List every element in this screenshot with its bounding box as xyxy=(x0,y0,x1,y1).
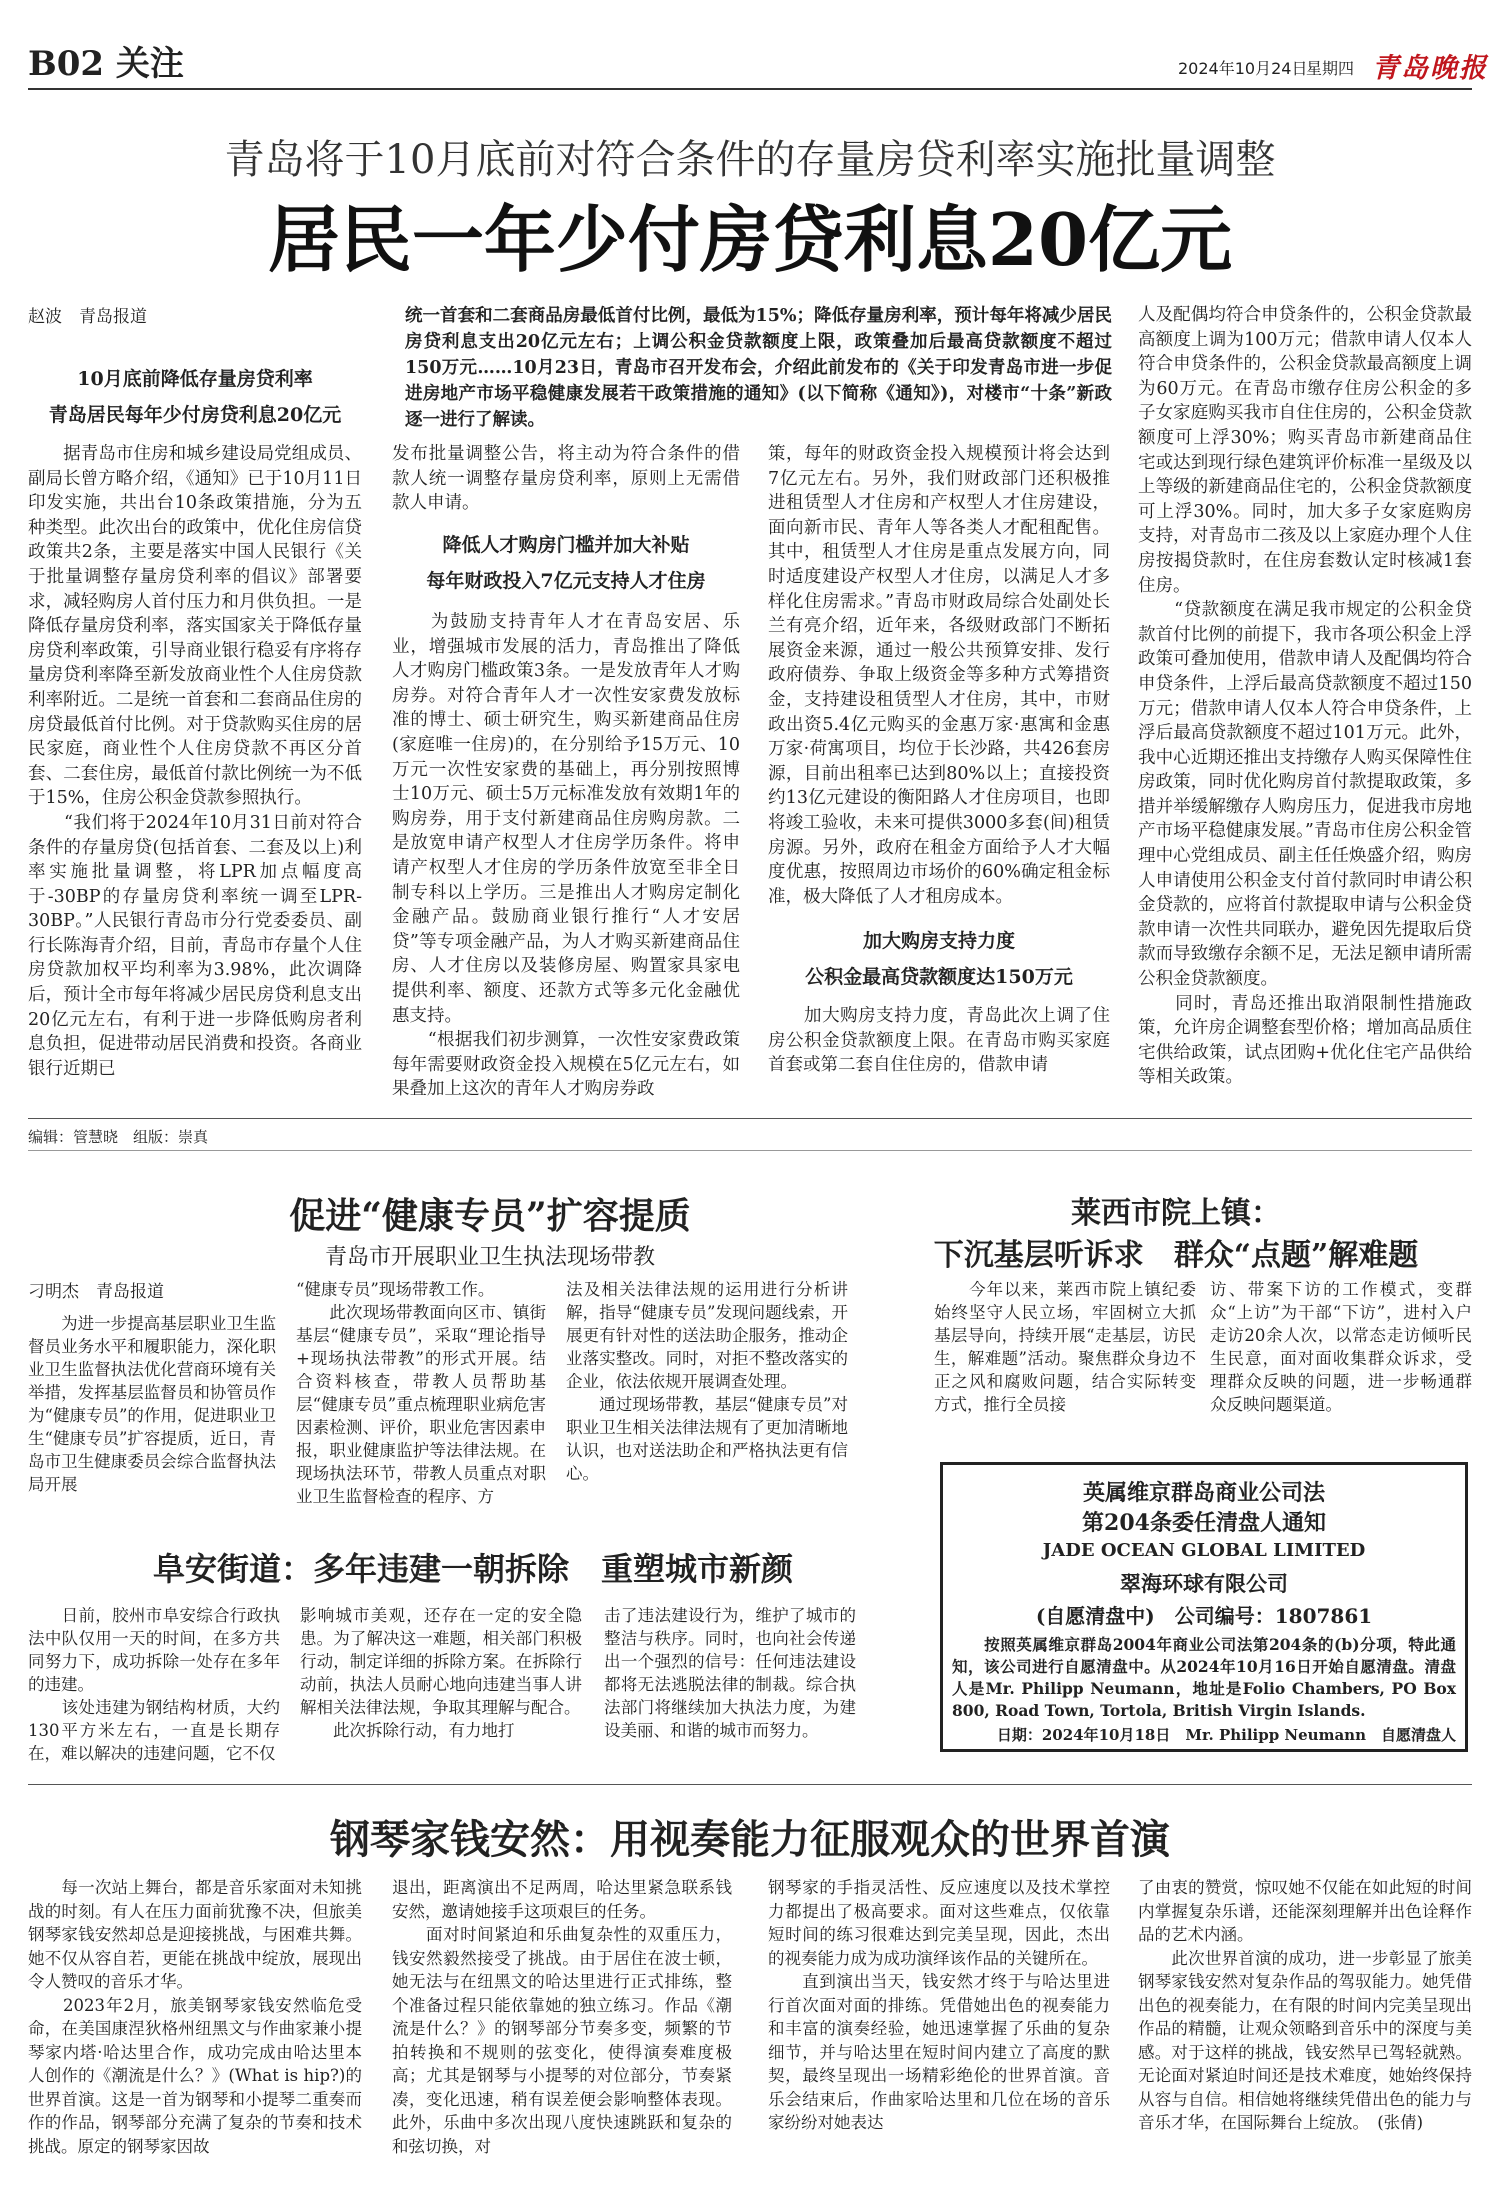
story1-subhead-3a: 加大购房支持力度 xyxy=(862,930,1015,952)
story2-byline: 刁明杰 青岛报道 xyxy=(28,1282,164,1302)
notice-body: 按照英属维京群岛2004年商业公司法第204条的(b)分项，特此通知，该公司进行自愿清盘中。从2024年10月16日开始自愿清盘。清盘人是Mr. Philipp Neumann，地址是Folio Chambers, PO Box 800, Road Town, Tortola, British Virgin Islands. xyxy=(952,1635,1456,1720)
story3-column-2: 访、带案下访的工作模式，变群众“上访”为干部“下访”，进村入户走访20余人次，以常态走访倾听民生民意，面对面收集群众诉求，受理群众反映的问题，进一步畅通群众反映问题渠道。 xyxy=(1210,1280,1472,1414)
story4-column-3: 击了违法建设行为，维护了城市的整洁与秩序。同时，也向社会传递出一个强烈的信号：任何违法建设都将无法逃脱法律的制裁。综合执法部门将继续加大执法力度，为建设美丽、和谐的城市而努力。 xyxy=(604,1606,856,1740)
story5-column-4: 了由衷的赞赏，惊叹她不仅能在如此短的时间内掌握复杂乐谱，还能深刻理解并出色诠释作品的艺术内涵。 此次世界首演的成功，进一步彰显了旅美钢琴家钱安然对复杂作品的驾驭能力。她凭借出色的视奏能力，在有限的时间内完美呈现出作品的精髓，让观众领略到音乐中的深度与美感。对于这样的挑战，钱安然早已驾轻就熟。无论面对紧迫时间还是技术难度，她始终保持从容与自信。相信她将继续凭借出色的能力与音乐才华，在国际舞台上绽放。 (张倩) xyxy=(1138,1878,1472,2132)
story1-subhead-a: 10月底前降低存量房贷利率 xyxy=(77,368,313,390)
story1-subhead-b: 青岛居民每年少付房贷利息20亿元 xyxy=(48,404,342,426)
story1-headline: 居民一年少付房贷利息20亿元 xyxy=(267,197,1233,282)
story4-headline: 阜安街道：多年违建一朝拆除 重塑城市新颜 xyxy=(152,1550,793,1588)
story1-subhead-2a: 降低人才购房门槛并加大补贴 xyxy=(442,534,690,556)
story1-kicker: 青岛将于10月底前对符合条件的存量房贷利率实施批量调整 xyxy=(224,137,1276,183)
story1-column-1: 据青岛市住房和城乡建设局党组成员、副局长曾方略介绍，《通知》已于10月11日印发实施，共出台10条政策措施，分为五种类型。此次出台的政策中，优化住房信贷政策共2条，主要是落实中国人民银行《关于批量调整存量房贷利率的倡议》部署要求，减轻购房人首付压力和月供负担。一是降低存量房贷利率，落实国家关于降低存量房贷利率政策，引导商业银行稳妥有序将存量房贷利率降至新发放商业性个人住房贷款利率附近。二是统一首套和二套商品住房的房贷最低首付比例。对于贷款购买住房的居民家庭，商业性个人住房贷款不再区分首套、二套住房，最低首付款比例统一为不低于15%，住房公积金贷款参照执行。 “我们将于2024年10月31日前对符合条件的存量房贷(包括首套、二套及以上)利率实施批量调整，将LPR加点幅度高于-30BP的存量房贷利率统一调至LPR-30BP。”人民银行青岛市分行党委委员、副行长陈海青介绍，目前，青岛市存量个人住房贷款加权平均利率为3.98%，此次调降后，预计全市每年将减少居民房贷利息支出20亿元左右，有利于进一步降低购房者利息负担，促进带动居民消费和投资。各商业银行近期已 xyxy=(28,444,362,1079)
story1-subhead-3b: 公积金最高贷款额度达150万元 xyxy=(805,966,1073,988)
story2-subhead: 青岛市开展职业卫生执法现场带教 xyxy=(324,1245,655,1270)
editor-credit: 编辑：管慧晓 组版：崇真 xyxy=(28,1128,209,1146)
paper-logo: 青岛晚报 xyxy=(1372,53,1488,84)
notice-status: (自愿清盘中) 公司编号：1807861 xyxy=(1035,1604,1373,1628)
story3-headline-1: 莱西市院上镇： xyxy=(1071,1196,1281,1231)
notice-title-2: 第204条委任清盘人通知 xyxy=(1082,1510,1326,1536)
notice-company-cn: 翠海环球有限公司 xyxy=(1120,1571,1288,1596)
story1-column-2a: 发布批量调整公告，将主动为符合条件的借款人统一调整存量房贷利率，原则上无需借款人申请。 xyxy=(392,444,740,514)
story4-column-1: 日前，胶州市阜安综合行政执法中队仅用一天的时间，在多方共同努力下，成功拆除一处存在多年的违建。 该处违建为钢结构材质，大约130平方米左右，一直是长期存在，难以解决的违建问题，它不仅 xyxy=(28,1606,280,1763)
story1-subhead-2b: 每年财政投入7亿元支持人才住房 xyxy=(426,570,706,592)
story1-column-3a: 策，每年的财政资金投入规模预计将会达到7亿元左右。另外，我们财政部门还积极推进租赁型人才住房和产权型人才住房建设，面向新市民、青年人等各类人才配租配售。其中，租赁型人才住房是重点发展方向，同时适度建设产权型人才住房，以满足人才多样化住房需求。”青岛市财政局综合处副处长兰有亮介绍，近年来，各级财政部门不断拓展资金来源，通过一般公共预算安排、发行政府债券、争取上级资金等多种方式筹措资金，支持建设租赁型人才住房，其中，市财政出资5.4亿元购买的金惠万家·惠寓和金惠万家·荷寓项目，均位于长沙路，共426套房源，目前出租率已达到80%以上；直接投资约13亿元建设的衡阳路人才住房项目，也即将竣工验收，未来可提供3000多套(间)租赁房源。另外，政府在租金方面给予人才大幅度优惠，按照周边市场价的60%确定租金标准，极大降低了人才租房成本。 xyxy=(768,444,1110,907)
story5-column-2: 退出，距离演出不足两周，哈达里紧急联系钱安然，邀请她接手这项艰巨的任务。 面对时间紧迫和乐曲复杂性的双重压力，钱安然毅然接受了挑战。由于居住在波士顿，她无法与在纽黑文的哈达里进行正式排练，整个准备过程只能依靠她的独立练习。作品《潮流是什么？》的钢琴部分节奏多变，频繁的节拍转换和不规则的弦变化，使得演奏难度极高；尤其是钢琴与小提琴的对位部分，节奏紧凑，变化迅速，稍有误差便会影响整体表现。此外，乐曲中多次出现八度快速跳跃和复杂的和弦切换，对 xyxy=(392,1878,732,2156)
story1-column-3b: 加大购房支持力度，青岛此次上调了住房公积金贷款额度上限。在青岛市购买家庭首套或第二套自住住房的，借款申请 xyxy=(768,1006,1110,1076)
story5-column-3: 钢琴家的手指灵活性、反应速度以及技术掌控力都提出了极高要求。面对这些难点，仅依靠短时间的练习很难达到完美呈现，因此，杰出的视奏能力成为成功演绎该作品的关键所在。 直到演出当天，钱安然才终于与哈达里进行首次面对面的排练。凭借她出色的视奏能力和丰富的演奏经验，她迅速掌握了乐曲的复杂细节，并与哈达里在短时间内建立了高度的默契，最终呈现出一场精彩绝伦的世界首演。音乐会结束后，作曲家哈达里和几位在场的音乐家纷纷对她表达 xyxy=(768,1878,1110,2132)
story2-column-1: 为进一步提高基层职业卫生监督员业务水平和履职能力，深化职业卫生监督执法优化营商环境有关举措，发挥基层监督员和协管员作为“健康专员”的作用，促进职业卫生“健康专员”扩容提质，近日，青岛市卫生健康委员会综合监督执法局开展 xyxy=(28,1314,276,1494)
story1-column-2b: 为鼓励支持青年人才在青岛安居、乐业，增强城市发展的活力，青岛推出了降低人才购房门槛政策3条。一是发放青年人才购房券。对符合青年人才一次性安家费发放标准的博士、硕士研究生，购买新建商品住房(家庭唯一住房)的，在分别给予15万元、10万元一次性安家费的基础上，再分别按照博士10万元、硕士5万元标准发放有效期1年的购房券，用于支付新建商品住房购房款。二是放宽申请产权型人才住房学历条件。将申请产权型人才住房的学历条件放宽至非全日制专科以上学历。三是推出人才购房定制化金融产品。鼓励商业银行推行“人才安居贷”等专项金融产品，为人才购买新建商品住房、人才住房以及装修房屋、购置家具家电提供利率、额度、还款方式等多元化金融优惠支持。 “根据我们初步测算，一次性安家费政策每年需要财政资金投入规模在5亿元左右，如果叠加上这次的青年人才购房券政 xyxy=(392,612,740,1100)
story5-headline: 钢琴家钱安然：用视奏能力征服观众的世界首演 xyxy=(330,1816,1170,1863)
story3-column-1: 今年以来，莱西市院上镇纪委始终坚守人民立场，牢固树立大抓基层导向，持续开展“走基层，访民生，解难题”活动。聚焦群众身边不正之风和腐败问题，结合实际转变方式，推行全员接 xyxy=(934,1280,1196,1414)
header-rule xyxy=(28,88,1472,90)
story3-headline-2: 下沉基层听诉求 群众“点题”解难题 xyxy=(933,1238,1419,1273)
story2-column-2: “健康专员”现场带教工作。 此次现场带教面向区市、镇街基层“健康专员”，采取“理论指导+现场执法带教”的形式开展。结合资料核查，带教人员帮助基层“健康专员”重点梳理职业病危害因素检测、评价，职业危害因素申报，职业健康监护等法律法规。在现场执法环节，带教人员重点对职业卫生监督检查的程序、方 xyxy=(296,1280,546,1506)
story1-byline: 赵波 青岛报道 xyxy=(28,307,147,327)
issue-weekday: 星期四 xyxy=(1306,59,1355,78)
story5-column-1: 每一次站上舞台，都是音乐家面对未知挑战的时刻。有人在压力面前犹豫不决，但旅美钢琴家钱安然却总是迎接挑战，与困难共舞。她不仅从容自若，更能在挑战中绽放，展现出令人赞叹的音乐才华。 2023年2月，旅美钢琴家钱安然临危受命，在美国康涅狄格州纽黑文与作曲家兼小提琴家内塔·哈达里合作，成功完成由哈达里本人创作的《潮流是什么？》(What is hip?)的世界首演。这是一首为钢琴和小提琴二重奏而作的作品，钢琴部分充满了复杂的节奏和技术挑战。原定的钢琴家因故 xyxy=(28,1878,362,2156)
notice-footer: 日期：2024年10月18日 Mr. Philipp Neumann 自愿清盘人 xyxy=(996,1726,1456,1744)
notice-title-1: 英属维京群岛商业公司法 xyxy=(1082,1480,1325,1506)
story4-column-2: 影响城市美观，还存在一定的安全隐患。为了解决这一难题，相关部门积极行动，制定详细的拆除方案。在拆除行动前，执法人员耐心地向违建当事人讲解相关法律法规，争取其理解与配合。 此次拆除行动，有力地打 xyxy=(300,1606,582,1740)
story1-divider xyxy=(28,1118,1472,1119)
story2-headline: 促进“健康专员”扩容提质 xyxy=(289,1195,691,1237)
story4-divider xyxy=(28,1784,1472,1785)
section-label: B02 关注 xyxy=(28,44,184,84)
issue-date: 2024年10月24日 xyxy=(1178,59,1308,78)
notice-company-en: JADE OCEAN GLOBAL LIMITED xyxy=(1042,1540,1366,1561)
story1-lead: 统一首套和二套商品房最低首付比例，最低为15%；降低存量房利率，预计每年将减少居民房贷利息支出20亿元左右；上调公积金贷款额度上限，政策叠加后最高贷款额度不超过150万元……10月23日，青岛市召开发布会，介绍此前发布的《关于印发青岛市进一步促进房地产市场平稳健康发展若干政策措施的通知》(以下简称《通知》)，对楼市“十条”新政逐一进行了解读。 xyxy=(405,306,1112,430)
story1-column-4: 人及配偶均符合申贷条件的，公积金贷款最高额度上调为100万元；借款申请人仅本人符合申贷条件的，公积金贷款最高额度上调为60万元。在青岛市缴存住房公积金的多子女家庭购买我市自住住房的，公积金贷款额度可上浮30%；购买青岛市新建商品住宅或达到现行绿色建筑评价标准一星级及以上等级的新建商品住宅的，公积金贷款额度可上浮30%。同时，加大多子女家庭购房支持，对青岛市二孩及以上家庭办理个人住房按揭贷款时，在住房套数认定时核减1套住房。 “贷款额度在满足我市规定的公积金贷款首付比例的前提下，我市各项公积金上浮政策可叠加使用，借款申请人及配偶均符合申贷条件，上浮后最高贷款额度不超过150万元；借款申请人仅本人符合申贷条件，上浮后最高贷款额度不超过101万元。此外，我中心近期还推出支持缴存人购买保障性住房政策，同时优化购房首付款提取政策，多措并举缓解缴存人购房压力，促进我市房地产市场平稳健康发展。”青岛市住房公积金管理中心党组成员、副主任任焕盛介绍，购房人申请使用公积金支付首付款同时申请公积金贷款的，应将首付款提取申请与公积金贷款申请一次性共同联办，避免因先提取后贷款而导致缴存余额不足，无法足额申请所需公积金贷款额度。 同时，青岛还推出取消限制性措施政策，允许房企调整套型价格；增加高品质住宅供给政策，试点团购+优化住宅产品供给等相关政策。 xyxy=(1138,305,1472,1088)
editor-divider xyxy=(28,1150,1472,1151)
story2-column-3: 法及相关法律法规的运用进行分析讲解，指导“健康专员”发现问题线索，开展更有针对性的送法助企服务，推动企业落实整改。同时，对拒不整改落实的企业，依法依规开展调查处理。 通过现场带教，基层“健康专员”对职业卫生相关法律法规有了更加清晰地认识，也对送法助企和严格执法更有信心。 xyxy=(566,1280,848,1483)
